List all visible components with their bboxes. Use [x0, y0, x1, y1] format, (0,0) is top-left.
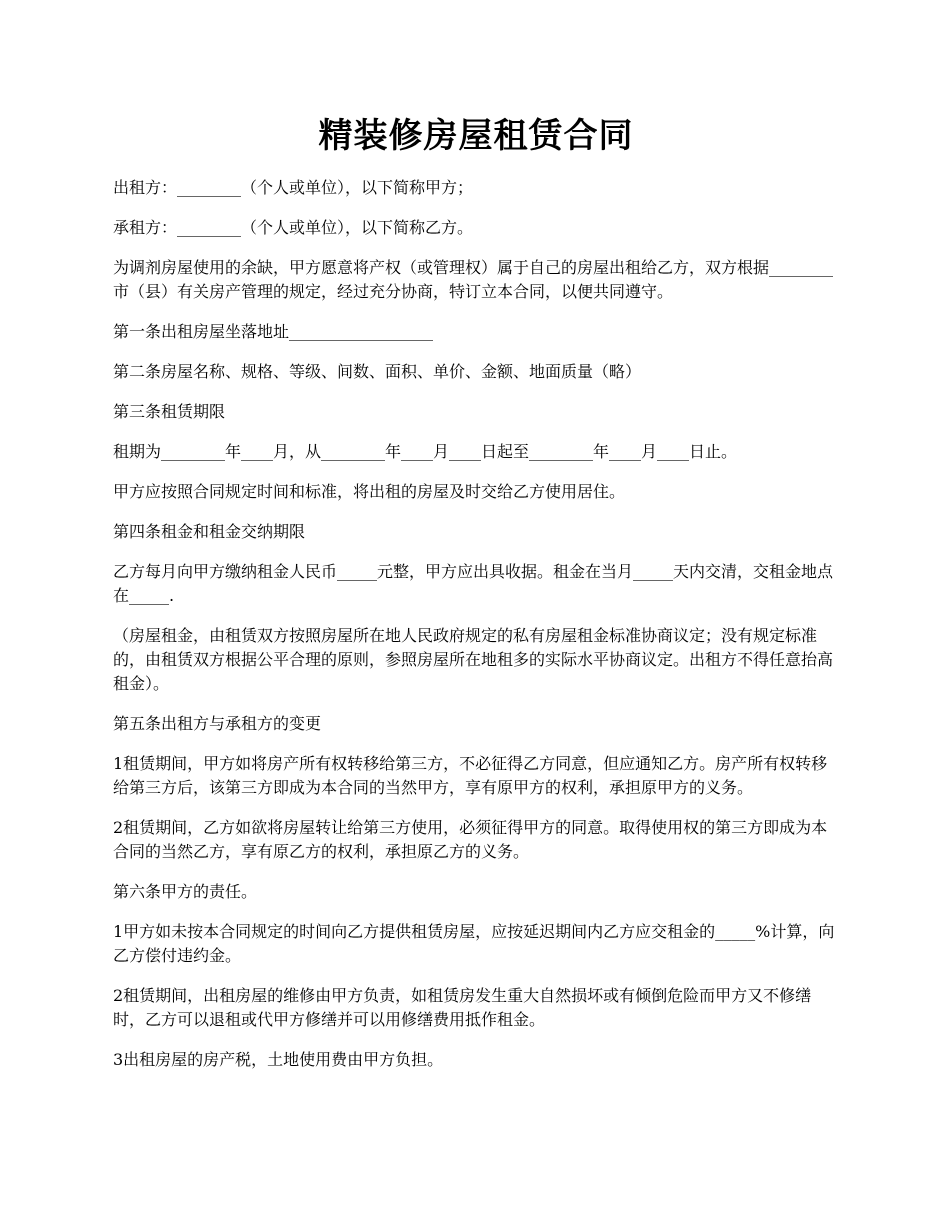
paragraph-article-6-heading: 第六条甲方的责任。	[113, 882, 258, 901]
paragraph-article-1: 第一条出租房屋坐落地址__________________	[113, 322, 434, 341]
paragraph-delivery: 甲方应按照合同规定时间和标准，将出租的房屋及时交给乙方使用居住。	[113, 482, 626, 501]
document-page	[113, 112, 839, 1088]
paragraph-article-4-heading: 第四条租金和租金交纳期限	[113, 522, 306, 541]
paragraph-lessor: 出租方：________（个人或单位），以下简称甲方；	[113, 178, 474, 197]
paragraph-lease-term: 租期为________年____月，从________年____月____日起至________年____月____日止。	[113, 442, 738, 461]
paragraph-rent-payment: 乙方每月向甲方缴纳租金人民币_____元整，甲方应出具收据。租金在当月_____天内交清，交租金地点在_____.	[113, 562, 834, 605]
paragraph-article-5-heading: 第五条出租方与承租方的变更	[113, 714, 322, 733]
paragraph-rent-note: （房屋租金，由租赁双方按照房屋所在地人民政府规定的私有房屋租金标准协商议定；没有规定标准的，由租赁双方根据公平合理的原则，参照房屋所在地租多的实际水平协商议定。出租方不得任意抬高租金）。	[113, 626, 834, 693]
paragraph-article-2: 第二条房屋名称、规格、等级、间数、面积、单价、金额、地面质量（略）	[113, 362, 642, 381]
document-title: 精装修房屋租赁合同	[318, 116, 634, 156]
paragraph-article-5-item-1: 1租赁期间，甲方如将房产所有权转移给第三方，不必征得乙方同意，但应通知乙方。房产所有权转移给第三方后，该第三方即成为本合同的当然甲方，享有原甲方的权利，承担原甲方的义务。	[113, 754, 828, 797]
paragraph-article-6-item-1: 1甲方如未按本合同规定的时间向乙方提供租赁房屋，应按延迟期间内乙方应交租金的_____%计算，向乙方偿付违约金。	[113, 922, 835, 965]
paragraph-lessee: 承租方：________（个人或单位），以下简称乙方。	[113, 218, 474, 237]
paragraph-article-6-item-3: 3出租房屋的房产税，土地使用费由甲方负担。	[113, 1050, 444, 1069]
paragraph-article-3-heading: 第三条租赁期限	[113, 402, 226, 421]
paragraph-article-6-item-2: 2租赁期间，出租房屋的维修由甲方负责，如租赁房发生重大自然损坏或有倾倒危险而甲方又不修缮时，乙方可以退租或代甲方修缮并可以用修缮费用抵作租金。	[113, 986, 812, 1029]
paragraph-preamble: 为调剂房屋使用的余缺，甲方愿意将产权（或管理权）属于自己的房屋出租给乙方，双方根据________市（县）有关房产管理的规定，经过充分协商，特订立本合同，以便共同遵守。	[113, 258, 834, 301]
paragraph-article-5-item-2: 2租赁期间，乙方如欲将房屋转让给第三方使用，必须征得甲方的同意。取得使用权的第三方即成为本合同的当然乙方，享有原乙方的权利，承担原乙方的义务。	[113, 818, 828, 861]
